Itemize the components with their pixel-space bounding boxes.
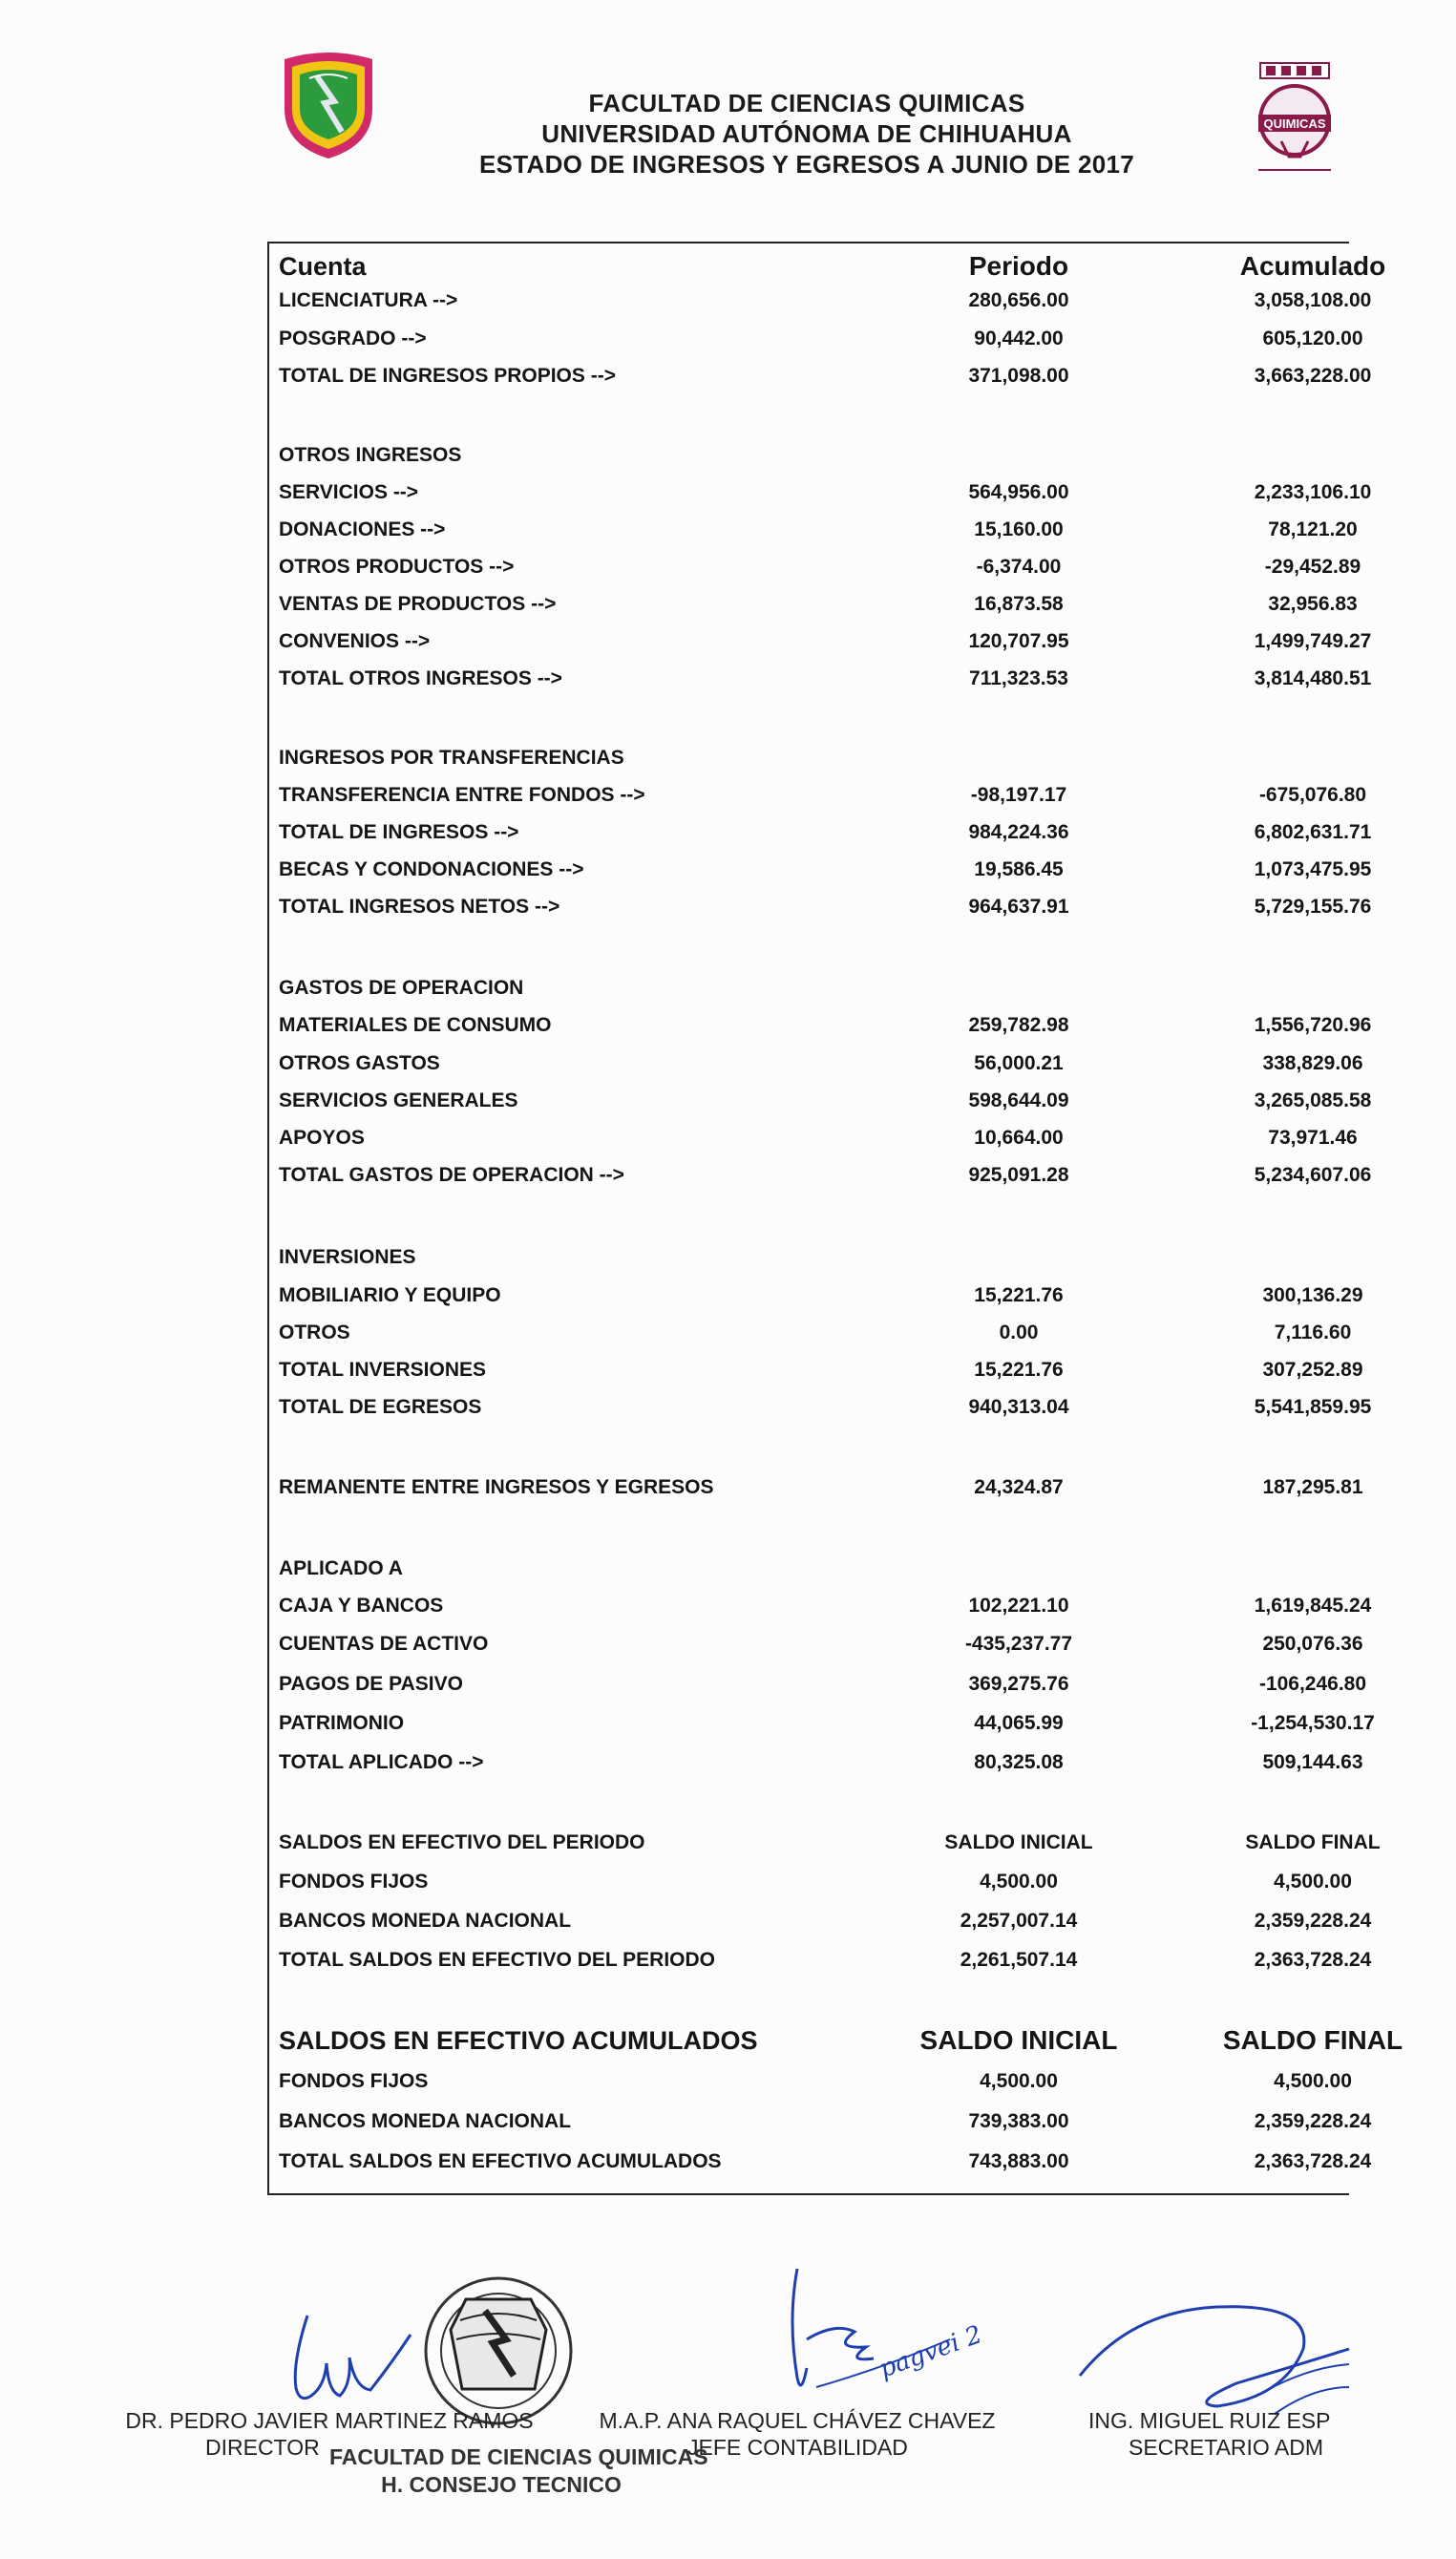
table-row [269, 436, 1349, 475]
row-acumulado-value: 3,058,108.00 [1254, 289, 1372, 311]
row-acumulado-value: 5,729,155.76 [1254, 896, 1372, 918]
row-label: CONVENIOS --> [279, 630, 431, 652]
svg-text:pagvei 2: pagvei 2 [876, 2320, 986, 2384]
row-acumulado-value: 2,359,228.24 [1254, 2110, 1372, 2132]
row-acumulado-value: 187,295.81 [1262, 1476, 1363, 1498]
row-label: TOTAL DE INGRESOS PROPIOS --> [279, 365, 616, 387]
row-acumulado-value: 78,121.20 [1268, 518, 1358, 540]
row-acumulado-value: 3,663,228.00 [1254, 365, 1372, 387]
row-acumulado-value: 73,971.46 [1268, 1127, 1358, 1149]
row-label: CAJA Y BANCOS [279, 1595, 444, 1617]
table-row [269, 357, 1372, 395]
row-acumulado-value: SALDO FINAL [1222, 2025, 1403, 2055]
document-header [315, 88, 1298, 180]
table-row [269, 1082, 1372, 1120]
table-row [269, 1006, 1372, 1045]
row-acumulado-value: 4,500.00 [1274, 2070, 1352, 2092]
row-acumulado-value: 4,500.00 [1274, 1871, 1352, 1893]
row-label: GASTOS DE OPERACION [279, 977, 524, 999]
row-label: TOTAL INGRESOS NETOS --> [279, 896, 560, 918]
table-row [269, 1744, 1363, 1782]
row-periodo-value: SALDO INICIAL [919, 2025, 1118, 2055]
table-row [269, 1045, 1363, 1083]
row-label: FONDOS FIJOS [279, 2070, 429, 2092]
row-label: PATRIMONIO [279, 1712, 405, 1734]
row-label: MOBILIARIO Y EQUIPO [279, 1284, 501, 1306]
row-label: TOTAL GASTOS DE OPERACION --> [279, 1164, 624, 1186]
row-label: APLICADO A [279, 1557, 403, 1579]
row-periodo-value: -98,197.17 [970, 784, 1067, 806]
row-label: REMANENTE ENTRE INGRESOS Y EGRESOS [279, 1476, 714, 1498]
row-label: SERVICIOS GENERALES [279, 1089, 518, 1111]
row-periodo-value: 964,637.91 [968, 896, 1069, 918]
row-acumulado-value: 2,363,728.24 [1254, 1949, 1372, 1971]
row-periodo-value: SALDO INICIAL [944, 1831, 1093, 1853]
header-line-3: ESTADO DE INGRESOS Y EGRESOS A JUNIO DE 2017 [478, 150, 1135, 179]
row-periodo-value: 2,257,007.14 [960, 1910, 1078, 1932]
row-acumulado-value: -1,254,530.17 [1251, 1712, 1375, 1734]
row-acumulado-value: 7,116.60 [1274, 1322, 1352, 1343]
row-acumulado-value: 2,359,228.24 [1254, 1910, 1372, 1932]
row-label: TOTAL DE EGRESOS [279, 1396, 482, 1418]
row-periodo-value: -6,374.00 [976, 556, 1062, 578]
table-row [269, 1665, 1367, 1703]
row-periodo-value: 24,324.87 [974, 1476, 1064, 1498]
table-row [269, 1587, 1372, 1625]
row-periodo-value: 598,644.09 [968, 1089, 1069, 1111]
row-periodo-value: 711,323.53 [969, 667, 1068, 689]
director-title: DIRECTOR [205, 2435, 320, 2460]
row-label: APOYOS [279, 1127, 365, 1149]
table-row [269, 511, 1358, 549]
row-periodo-value: 925,091.28 [968, 1164, 1069, 1186]
table-row [269, 739, 1349, 777]
row-label: TOTAL INVERSIONES [279, 1359, 487, 1381]
table-row [269, 548, 1361, 586]
table-row [269, 1625, 1363, 1663]
row-periodo-value: 16,873.58 [974, 593, 1064, 615]
table-row [269, 585, 1358, 624]
row-label: SERVICIOS --> [279, 481, 419, 503]
secretario-title: SECRETARIO ADM [1129, 2435, 1324, 2460]
row-label: BANCOS MONEDA NACIONAL [279, 2110, 572, 2132]
row-label: MATERIALES DE CONSUMO [279, 1014, 552, 1036]
table-row [269, 1351, 1363, 1389]
row-acumulado-value: 338,829.06 [1262, 1052, 1363, 1074]
table-row [269, 814, 1372, 852]
row-acumulado-value: -675,076.80 [1258, 784, 1367, 806]
table-row [269, 851, 1372, 889]
row-label: POSGRADO --> [279, 328, 427, 349]
row-periodo-value: 371,098.00 [968, 365, 1069, 387]
row-acumulado-value: -106,246.80 [1258, 1673, 1367, 1695]
row-periodo-value: 369,275.76 [968, 1673, 1069, 1695]
row-label: LICENCIATURA --> [279, 289, 458, 311]
table-row [269, 1824, 1381, 1862]
row-acumulado-value: 6,802,631.71 [1254, 821, 1372, 843]
director-name: DR. PEDRO JAVIER MARTINEZ RAMOS [125, 2408, 534, 2433]
row-label: INVERSIONES [279, 1246, 416, 1268]
jefe-title: JEFE CONTABILIDAD [687, 2435, 908, 2460]
table-row [269, 1156, 1372, 1195]
row-periodo-value: 19,586.45 [974, 858, 1064, 880]
row-acumulado-value: 3,265,085.58 [1254, 1089, 1372, 1111]
row-periodo-value: 80,325.08 [974, 1751, 1064, 1773]
row-periodo-value: 102,221.10 [968, 1595, 1069, 1617]
table-row [269, 1277, 1363, 1315]
jefe-name: M.A.P. ANA RAQUEL CHÁVEZ CHAVEZ [599, 2408, 996, 2433]
secretario-signature-block [1088, 2407, 1349, 2461]
row-acumulado-value: 1,556,720.96 [1254, 1014, 1372, 1036]
row-periodo-value: 743,883.00 [968, 2150, 1069, 2172]
column-header-acumulado: Acumulado [1239, 251, 1386, 281]
row-acumulado-value: 5,234,607.06 [1254, 1164, 1372, 1186]
row-periodo-value: 4,500.00 [980, 1871, 1058, 1893]
table-row [269, 320, 1363, 358]
row-acumulado-value: SALDO FINAL [1245, 1831, 1381, 1853]
row-periodo-value: 259,782.98 [968, 1014, 1069, 1036]
jefe-signature [778, 2263, 1007, 2406]
table-row [269, 623, 1372, 661]
row-periodo-value: 280,656.00 [968, 289, 1069, 311]
table-row [269, 1941, 1372, 1979]
row-acumulado-value: -29,452.89 [1264, 556, 1361, 578]
row-periodo-value: 90,442.00 [974, 328, 1064, 349]
row-label: DONACIONES --> [279, 518, 446, 540]
row-label: SALDOS EN EFECTIVO ACUMULADOS [279, 2026, 758, 2055]
table-row [269, 2062, 1352, 2101]
table-row [269, 1902, 1372, 1940]
table-header-row [269, 247, 1386, 286]
row-periodo-value: 0.00 [999, 1322, 1039, 1343]
row-acumulado-value: 1,619,845.24 [1254, 1595, 1372, 1617]
header-line-2: UNIVERSIDAD AUTÓNOMA DE CHIHUAHUA [541, 119, 1072, 148]
financial-statement-table [267, 242, 1403, 2195]
row-label: SALDOS EN EFECTIVO DEL PERIODO [279, 1831, 645, 1853]
row-label: OTROS [279, 1322, 350, 1343]
table-row [269, 1863, 1352, 1901]
seal-line-1: FACULTAD DE CIENCIAS QUIMICAS [329, 2444, 708, 2469]
row-periodo-value: 10,664.00 [974, 1127, 1064, 1149]
row-periodo-value: 15,160.00 [974, 518, 1064, 540]
row-label: OTROS INGRESOS [279, 444, 462, 466]
row-label: BECAS Y CONDONACIONES --> [279, 858, 584, 880]
table-row [269, 1704, 1375, 1743]
table-row [269, 1119, 1358, 1157]
row-periodo-value: 15,221.76 [974, 1359, 1064, 1381]
row-periodo-value: 564,956.00 [968, 481, 1069, 503]
table-row [269, 1388, 1372, 1427]
row-acumulado-value: 300,136.29 [1262, 1284, 1363, 1306]
row-periodo-value: 984,224.36 [968, 821, 1069, 843]
row-acumulado-value: 32,956.83 [1268, 593, 1358, 615]
table-row [269, 2103, 1372, 2141]
column-header-periodo: Periodo [968, 251, 1069, 281]
row-acumulado-value: 2,233,106.10 [1254, 481, 1372, 503]
row-label: TRANSFERENCIA ENTRE FONDOS --> [279, 784, 645, 806]
secretario-name: ING. MIGUEL RUIZ ESP [1088, 2408, 1331, 2433]
seal-caption [329, 2444, 708, 2498]
row-label: TOTAL SALDOS EN EFECTIVO ACUMULADOS [279, 2150, 722, 2172]
svg-text:QUIMICAS: QUIMICAS [1263, 116, 1326, 131]
row-acumulado-value: 250,076.36 [1262, 1633, 1363, 1655]
table-row [269, 2143, 1372, 2181]
table-row [269, 1550, 1349, 1588]
row-label: OTROS PRODUCTOS --> [279, 556, 515, 578]
table-row [269, 776, 1367, 814]
row-label: TOTAL SALDOS EN EFECTIVO DEL PERIODO [279, 1949, 715, 1971]
row-label: FONDOS FIJOS [279, 1871, 429, 1893]
row-periodo-value: 120,707.95 [968, 630, 1069, 652]
row-periodo-value: 739,383.00 [968, 2110, 1069, 2132]
row-label: BANCOS MONEDA NACIONAL [279, 1910, 572, 1932]
row-label: CUENTAS DE ACTIVO [279, 1633, 489, 1655]
row-acumulado-value: 3,814,480.51 [1254, 667, 1372, 689]
row-acumulado-value: 2,363,728.24 [1254, 2150, 1372, 2172]
table-row [269, 474, 1372, 512]
row-periodo-value: 940,313.04 [968, 1396, 1069, 1418]
table-row [269, 1238, 1349, 1277]
row-label: INGRESOS POR TRANSFERENCIAS [279, 747, 624, 769]
row-acumulado-value: 605,120.00 [1262, 328, 1363, 349]
table-row [269, 2021, 1403, 2060]
row-label: TOTAL DE INGRESOS --> [279, 821, 519, 843]
row-periodo-value: 15,221.76 [974, 1284, 1064, 1306]
row-acumulado-value: 5,541,859.95 [1254, 1396, 1372, 1418]
table-row [269, 1314, 1352, 1352]
row-acumulado-value: 509,144.63 [1262, 1751, 1363, 1773]
seal-line-2: H. CONSEJO TECNICO [381, 2472, 622, 2497]
column-header-cuenta: Cuenta [279, 252, 367, 281]
row-acumulado-value: 1,499,749.27 [1254, 630, 1372, 652]
row-periodo-value: 2,261,507.14 [960, 1949, 1078, 1971]
table-row [269, 282, 1372, 320]
table-row [269, 888, 1372, 926]
table-row [269, 969, 1349, 1007]
row-label: OTROS GASTOS [279, 1052, 440, 1074]
table-row [269, 660, 1372, 698]
table-row [269, 1469, 1363, 1507]
row-label: TOTAL APLICADO --> [279, 1751, 484, 1773]
row-periodo-value: 4,500.00 [980, 2070, 1058, 2092]
row-acumulado-value: 307,252.89 [1262, 1359, 1363, 1381]
row-periodo-value: -435,237.77 [964, 1633, 1073, 1655]
row-periodo-value: 56,000.21 [974, 1052, 1064, 1074]
header-line-1: FACULTAD DE CIENCIAS QUIMICAS [588, 89, 1025, 117]
row-label: VENTAS DE PRODUCTOS --> [279, 593, 557, 615]
row-periodo-value: 44,065.99 [974, 1712, 1064, 1734]
row-acumulado-value: 1,073,475.95 [1254, 858, 1372, 880]
row-label: PAGOS DE PASIVO [279, 1673, 463, 1695]
row-label: TOTAL OTROS INGRESOS --> [279, 667, 562, 689]
